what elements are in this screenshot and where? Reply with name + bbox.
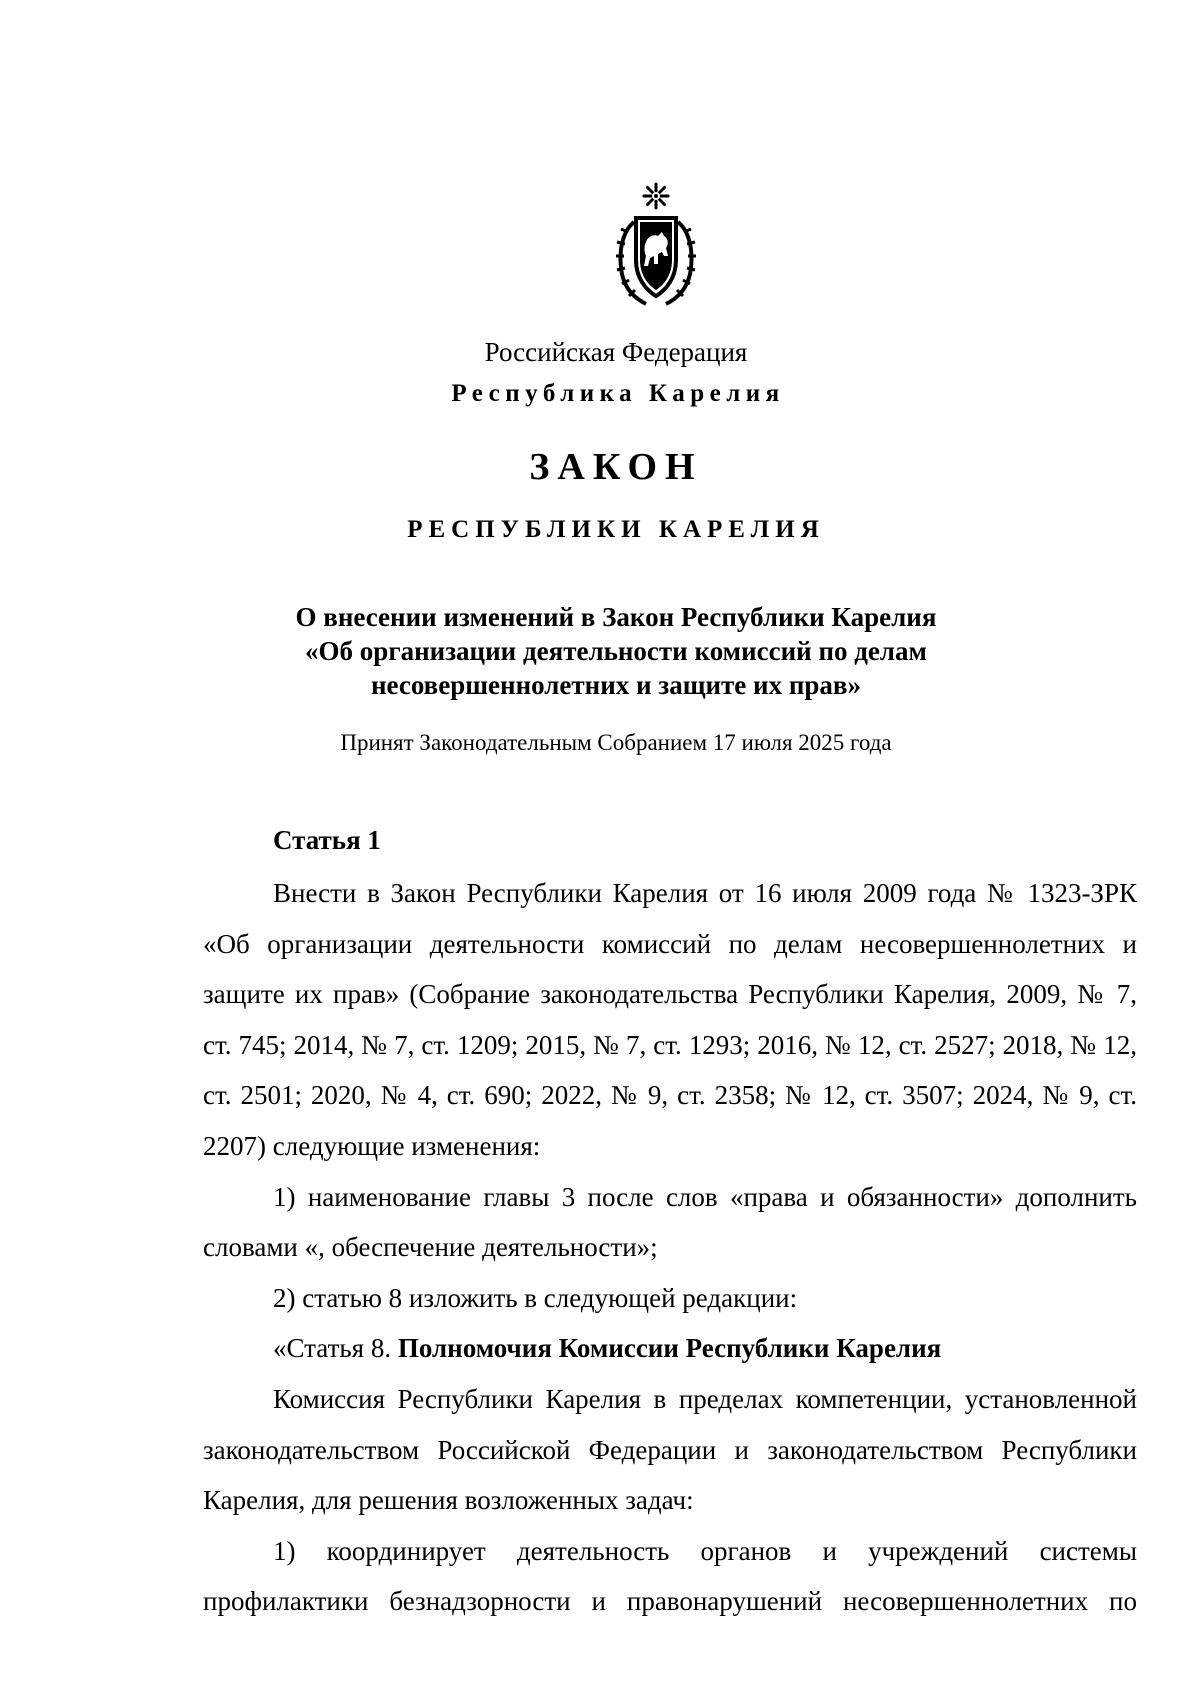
quoted-article-8-prefix: «Статья 8. (273, 1333, 398, 1364)
republic-label: Республика Карелия (451, 380, 785, 407)
law-title-line-3: несовершеннолетних и защите их прав» (370, 670, 862, 700)
article-1-heading: Статья 1 (273, 825, 381, 855)
quoted-article-8-heading (203, 1323, 1137, 1374)
adoption-note: Принят Законодательным Собранием 17 июля 2025 года (340, 730, 892, 755)
article-1-item-1: 1) наименование главы 3 после слов «права и обязанности» дополнить словами «, обеспечение деятельности»; (203, 1181, 1137, 1263)
coat-of-arms-emblem (612, 182, 700, 308)
article-1-intro-paragraph: Внести в Закон Республики Карелия от 16 июля 2009 года № 1323-ЗРК «Об организации деятельности комиссий по делам несовершеннолетних и защите их прав» (Собрание законодательства Республики Карелия, 2009, № 7, ст. 745; 2014, № 7, ст. 1209; 2015, № 7, ст. 1293; 2016, № 12, ст. 2527; 2018, № 12, ст. 2501; 2020, № 4, ст. 690; 2022, № 9, ст. 2358; № 12, ст. 3507; 2024, № 9, ст. 2207) следующие изменения: (203, 878, 1137, 1161)
document-type-subheading: РЕСПУБЛИКИ КАРЕЛИЯ (407, 516, 825, 543)
commission-subitem-1: 1) координирует деятельность органов и учреждений системы профилактики безнадзорности и правонарушений несовершеннолетних по (203, 1535, 1137, 1617)
article-1-body (203, 868, 1137, 1627)
star-icon (644, 184, 668, 208)
article-1-item-2: 2) статью 8 изложить в следующей редакции: (273, 1282, 798, 1313)
commission-paragraph: Комиссия Республики Карелия в пределах компетенции, установленной законодательством Российской Федерации и законодательством Республики Карелия, для решения возложенных задач: (203, 1383, 1137, 1516)
law-title-line-2: «Об организации деятельности комиссий по делам (305, 636, 927, 666)
document-type-heading: ЗАКОН (529, 446, 703, 488)
quoted-article-8-title: Полномочия Комиссии Республики Карелия (397, 1333, 942, 1364)
federation-label: Российская Федерация (484, 337, 748, 367)
law-title (16, 600, 1200, 702)
law-title-line-1: О внесении изменений в Закон Республики Карелия (295, 602, 937, 632)
